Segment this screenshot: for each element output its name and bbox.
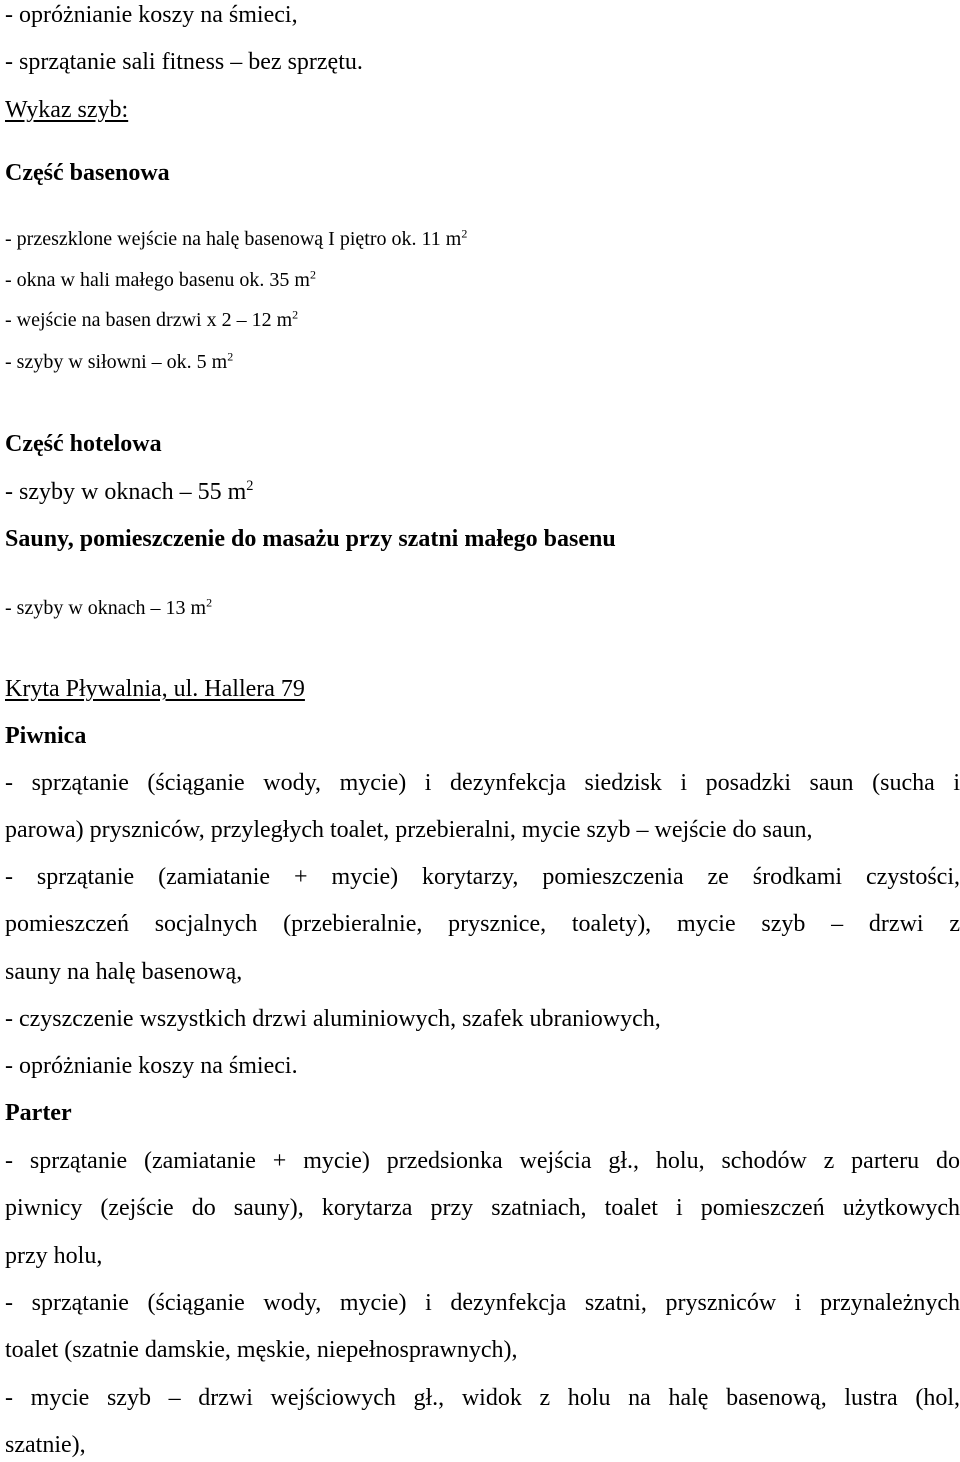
text-line: - czyszczenie wszystkich drzwi aluminiowych, szafek ubraniowych, [5,1006,661,1032]
text-line: - sprzątanie (zamiatanie + mycie) przedsionka wejścia gł., holu, schodów z parteru do [5,1148,960,1174]
section-heading: Sauny, pomieszczenie do masażu przy szatni małego basenu [5,526,616,552]
text-line: - opróżnianie koszy na śmieci. [5,1053,298,1079]
text-line: toalet (szatnie damskie, męskie, niepełnosprawnych), [5,1337,518,1363]
text-line: - wejście na basen drzwi x 2 – 12 $m^2$ [5,307,299,331]
text-line: - sprzątanie sali fitness – bez sprzętu. [5,49,363,75]
section-heading-piwnica: Piwnica [5,723,87,749]
section-heading: Część basenowa [5,160,170,186]
text-line: - sprzątanie (zamiatanie + mycie) korytarzy, pomieszczenia ze środkami czystości, [5,864,960,890]
text-line: - szyby w siłowni – ok. 5 $m^2$ [5,349,234,373]
text-line: - przeszklone wejście na halę basenową I piętro ok. 11 $m^2$ [5,226,468,250]
text-line: - mycie szyb – drzwi wejściowych gł., widok z holu na halę basenową, lustra (hol, [5,1385,960,1411]
text-line: piwnicy (zejście do sauny), korytarza przy szatniach, toalet i pomieszczeń użytkowych [5,1195,960,1221]
section-heading: Część hotelowa [5,431,162,457]
text-line: - sprzątanie (ściąganie wody, mycie) i dezynfekcja szatni, pryszniców i przynależnych [5,1290,960,1316]
text-line: pomieszczeń socjalnych (przebieralnie, prysznice, toalety), mycie szyb – drzwi z [5,911,960,937]
text-line: - szyby w oknach – 13 $m^2$ [5,595,213,619]
text-line: szatnie), [5,1432,86,1458]
location-heading: Kryta Pływalnia, ul. Hallera 79 [5,676,305,702]
text-line: przy holu, [5,1243,103,1269]
text-line: - opróżnianie koszy na śmieci, [5,2,298,28]
text-line: - sprzątanie (ściąganie wody, mycie) i dezynfekcja siedzisk i posadzki saun (sucha i [5,770,960,796]
text-line: sauny na halę basenową, [5,959,243,985]
text-line: - okna w hali małego basenu ok. 35 $m^2$ [5,267,316,291]
text-line: parowa) pryszniców, przyległych toalet, przebieralni, mycie szyb – wejście do saun, [5,817,813,843]
section-heading-wykaz-szyb: Wykaz szyb: [5,97,129,123]
section-heading-parter: Parter [5,1100,72,1126]
text-line: - szyby w oknach – 55 $m^2$ [5,478,254,505]
